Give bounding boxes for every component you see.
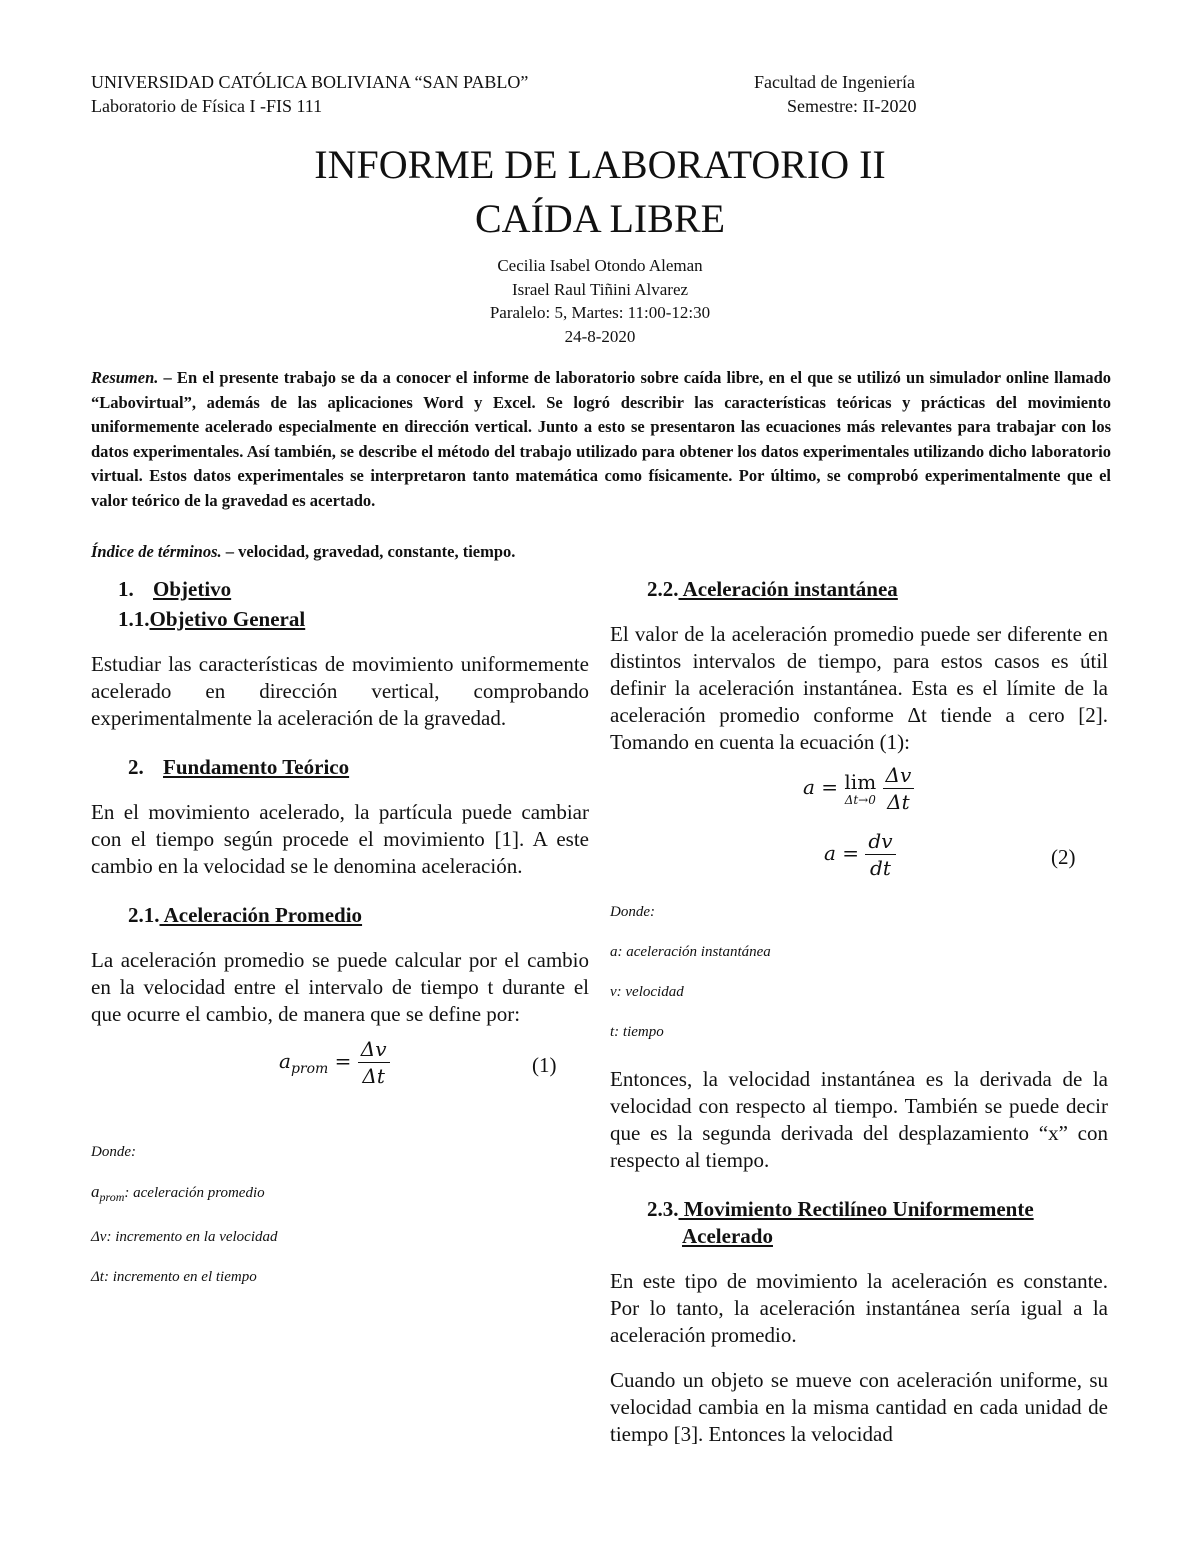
title-line-2: CAÍDA LIBRE	[475, 196, 725, 241]
faculty-name: Facultad de Ingeniería	[754, 72, 915, 92]
date: 24-8-2020	[564, 326, 636, 346]
eq1-fraction	[358, 1036, 390, 1089]
section-number: 2.3.	[647, 1197, 679, 1221]
definition-text: : aceleración promedio	[124, 1185, 265, 1201]
university-name: UNIVERSIDAD CATÓLICA BOLIVIANA “SAN PABLO”	[91, 72, 529, 92]
eq2b-lhs: a =	[824, 841, 866, 865]
definition-2: v: velocidad	[610, 984, 684, 1000]
eq2a-limit	[844, 771, 876, 807]
where-label: Donde:	[91, 1144, 136, 1160]
definition-symbol: a	[91, 1182, 100, 1201]
eq2a-denominator: Δt	[887, 790, 910, 814]
abstract-label: Resumen.	[91, 368, 159, 387]
section-2-3-heading	[610, 1196, 1108, 1223]
eq2a-lhs: a =	[803, 775, 845, 799]
eq2b-numerator: dv	[865, 828, 895, 855]
definition-3: Δt: incremento en el tiempo	[91, 1269, 257, 1285]
equation-2b	[610, 828, 1108, 888]
eq1-lhs: a	[279, 1049, 291, 1073]
semester: Semestre: II-2020	[787, 96, 917, 116]
section-2-1-heading	[91, 902, 589, 929]
section-2-2-heading	[610, 576, 1108, 603]
equation-1	[91, 1036, 589, 1096]
parallel-info: Paralelo: 5, Martes: 11:00-12:30	[489, 303, 711, 322]
paragraph-derivative: Entonces, la velocidad instantánea es la derivada de la velocidad con respecto al tiempo. También se puede decir que es la segunda derivada del desplazamiento “x” con respecto al tiempo.	[610, 1067, 1108, 1172]
eq1-equals: =	[328, 1049, 358, 1073]
abstract-text: – En el presente trabajo se da a conocer el informe de laboratorio sobre caída libre, en el que se utilizó un simulador online llamado “Labovirtual”, además de las aplicaciones Word y Excel. Se logró describir las características teóricas y prácticas del movimiento uniformemente acelerado especialmente en dirección vertical. Junto a esto se presentaron las ecuaciones más relevantes para trabajar con los datos experimentales. Así también, se describe el método del trabajo utilizado para obtener los datos experimentales utilizando dicho laboratorio virtual. Estos datos experimentales se interpretaron tanto matemática como físicamente. Por último, se comprobó experimentalmente que el valor teórico de la gravedad es acertado.	[91, 368, 1111, 510]
section-2-1-text: La aceleración promedio se puede calcular por el cambio en la velocidad entre el intervalo de tiempo t durante el que ocurre el cambio, de manera que se define por:	[91, 948, 589, 1026]
eq2b-fraction	[865, 828, 895, 881]
section-2-3-text-2: Cuando un objeto se mueve con aceleración uniforme, su velocidad cambia en la misma cantidad en cada unidad de tiempo [3]. Entonces la velocidad	[610, 1368, 1108, 1446]
index-terms-label: Índice de términos.	[91, 542, 222, 561]
definition-2: Δv: incremento en la velocidad	[91, 1229, 278, 1245]
index-terms-text: – velocidad, gravedad, constante, tiempo.	[221, 542, 516, 561]
equation-number: (1)	[532, 1053, 557, 1077]
eq2a-fraction	[883, 762, 915, 815]
section-title: Movimiento Rectilíneo Uniformemente	[678, 1197, 1034, 1221]
section-title: Objetivo	[153, 577, 232, 601]
section-2-3-heading-line-2	[610, 1223, 1108, 1250]
eq1-sub: prom	[290, 1061, 329, 1077]
abstract	[91, 366, 1111, 513]
definition-1: a: aceleración instantánea	[610, 944, 771, 960]
right-column	[610, 576, 1108, 1448]
lim-subscript: Δt→0	[844, 792, 876, 807]
definition-3: t: tiempo	[610, 1024, 664, 1040]
eq2a-numerator: Δv	[883, 762, 915, 789]
where-label: Donde:	[610, 904, 655, 920]
equation-number: (2)	[1051, 845, 1076, 869]
eq2b-denominator: dt	[870, 856, 891, 880]
authors-block	[0, 254, 1200, 348]
left-column	[91, 576, 589, 1287]
section-2-text: En el movimiento acelerado, la partícula puede cambiar con el tiempo según procede el movimiento [1]. A este cambio en la velocidad se le denomina aceleración.	[91, 800, 589, 878]
index-terms	[91, 540, 1111, 564]
lab-name: Laboratorio de Física I -FIS 111	[91, 96, 323, 116]
section-1-1-text: Estudiar las características de movimiento uniformemente acelerado en dirección vertical, comprobando experimentalmente la aceleración de la gravedad.	[91, 652, 589, 730]
definition-sub: prom	[99, 1190, 125, 1204]
author-2: Israel Raul Tiñini Alvarez	[511, 279, 689, 299]
header-left	[91, 70, 528, 118]
section-2-heading	[91, 754, 589, 781]
lim-text: lim	[844, 769, 877, 794]
author-1: Cecilia Isabel Otondo Aleman	[497, 256, 703, 275]
section-title: Objetivo General	[149, 607, 306, 631]
section-1-1-heading	[91, 606, 589, 633]
section-number: 2.1.	[128, 903, 160, 927]
section-1-heading	[91, 576, 589, 603]
section-number: 1.1.	[118, 607, 150, 631]
section-number: 2.2.	[647, 577, 679, 601]
section-title: Fundamento Teórico	[163, 755, 350, 779]
section-title: Acelerado	[682, 1224, 773, 1248]
equation-2a	[610, 762, 1108, 822]
eq1-denominator: Δt	[362, 1064, 385, 1088]
title-line-1: INFORME DE LABORATORIO II	[314, 142, 886, 187]
eq1-numerator: Δv	[358, 1036, 390, 1063]
section-title: Aceleración instantánea	[678, 577, 898, 601]
section-title: Aceleración Promedio	[159, 903, 363, 927]
section-2-2-text: El valor de la aceleración promedio puede ser diferente en distintos intervalos de tiempo, para estos casos es útil definir la aceleración instantánea. Esta es el límite de la aceleración promedio conforme Δt tiende a cero [2]. Tomando en cuenta la ecuación (1):	[610, 622, 1108, 754]
section-2-3-text-1: En este tipo de movimiento la aceleración es constante. Por lo tanto, la aceleración instantánea sería igual a la aceleración promedio.	[610, 1269, 1108, 1347]
section-number: 1.	[118, 577, 134, 601]
definition-1	[91, 1182, 589, 1207]
section-number: 2.	[128, 755, 144, 779]
